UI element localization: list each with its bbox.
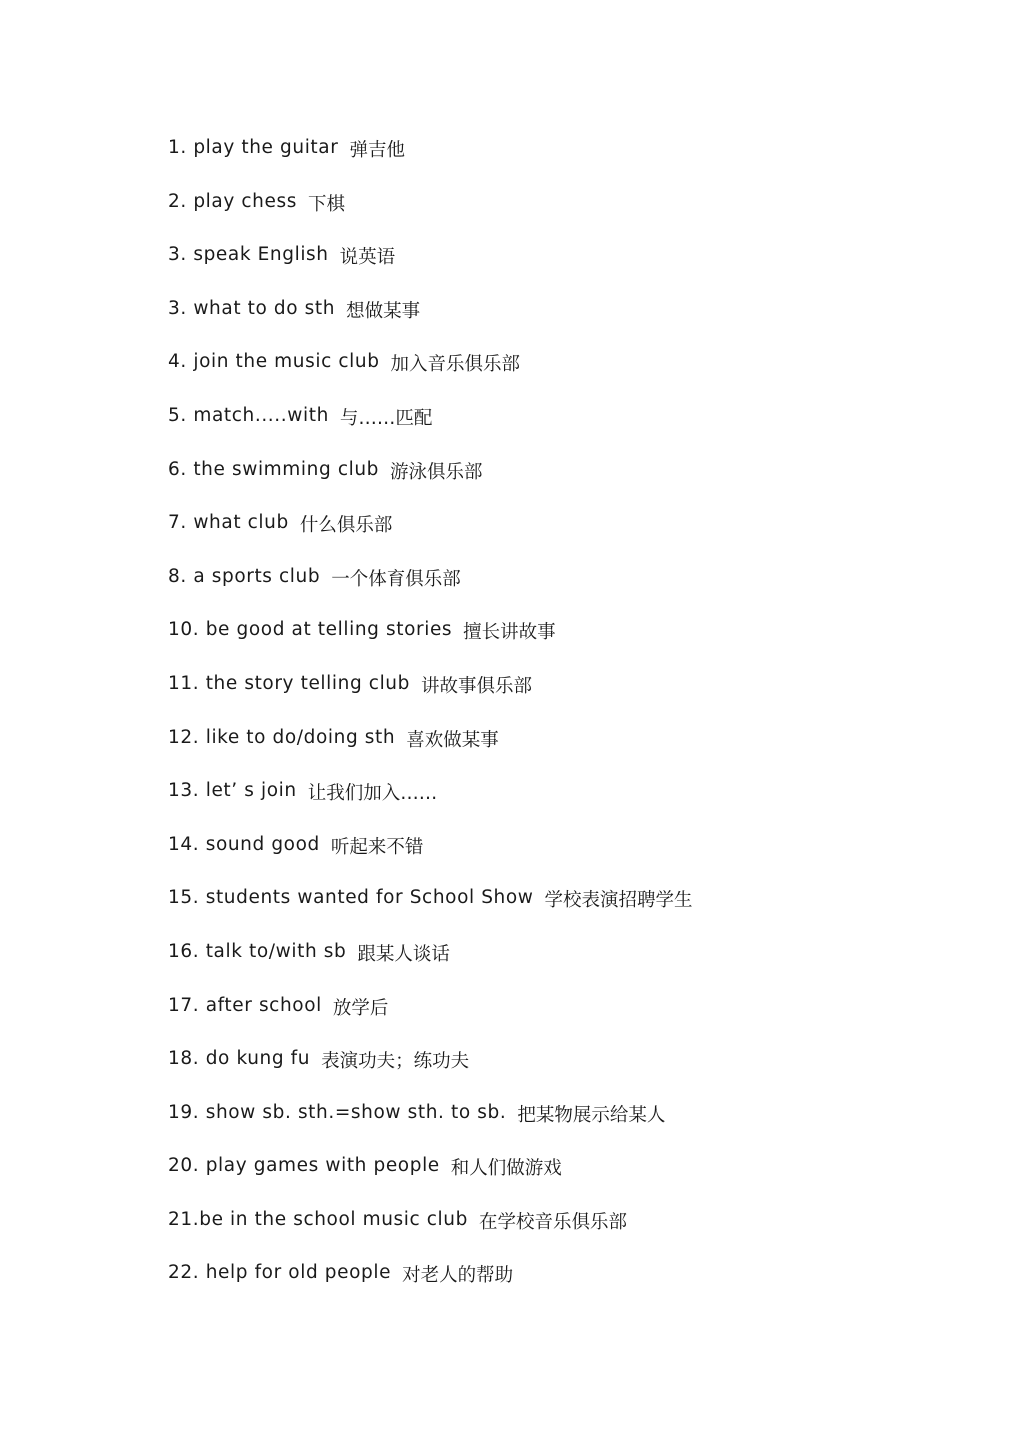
- phrase-english: 3. speak English: [168, 244, 329, 266]
- phrase-chinese: 喜欢做某事: [406, 729, 499, 751]
- phrase-item-1: [168, 134, 693, 188]
- phrase-chinese: 说英语: [339, 247, 396, 269]
- phrase-list: [168, 134, 693, 1313]
- phrase-english: 10. be good at telling stories: [168, 619, 453, 641]
- phrase-chinese: 加入音乐俱乐部: [390, 354, 521, 376]
- phrase-english: 22. help for old people: [168, 1262, 392, 1284]
- phrase-english: 6. the swimming club: [168, 458, 379, 480]
- phrase-english: 11. the story telling club: [168, 672, 410, 694]
- phrase-chinese: 表演功夫；练功夫: [321, 1051, 470, 1073]
- phrase-chinese: 把某物展示给某人: [517, 1104, 666, 1126]
- phrase-item-14: [168, 831, 693, 885]
- phrase-english: 13. let’ s join: [168, 780, 297, 802]
- phrase-english: 7. what club: [168, 512, 289, 534]
- phrase-english: 19. show sb. sth.=show sth. to sb.: [168, 1101, 507, 1123]
- phrase-item-11: [168, 670, 693, 724]
- phrase-english: 3. what to do sth: [168, 297, 336, 319]
- phrase-item-7: [168, 456, 693, 510]
- phrase-item-20: [168, 1152, 693, 1206]
- phrase-chinese: 下棋: [307, 193, 345, 215]
- phrase-english: 21.be in the school music club: [168, 1208, 468, 1230]
- phrase-item-22: [168, 1259, 693, 1313]
- phrase-chinese: 听起来不错: [330, 836, 424, 858]
- phrase-english: 2. play chess: [168, 190, 297, 212]
- phrase-chinese: 跟某人谈话: [357, 943, 450, 965]
- phrase-english: 8. a sports club: [168, 565, 321, 587]
- phrase-item-21: [168, 1206, 693, 1260]
- phrase-item-9: [168, 563, 693, 617]
- phrase-chinese: 学校表演招聘学生: [544, 890, 693, 912]
- phrase-item-17: [168, 992, 693, 1046]
- phrase-item-18: [168, 1045, 693, 1099]
- phrase-english: 15. students wanted for School Show: [168, 887, 534, 909]
- phrase-english: 14. sound good: [168, 833, 320, 855]
- phrase-chinese: 对老人的帮助: [402, 1265, 514, 1287]
- phrase-chinese: 游泳俱乐部: [390, 461, 483, 483]
- phrase-chinese: 在学校音乐俱乐部: [478, 1211, 627, 1233]
- phrase-chinese: 让我们加入……: [307, 783, 438, 805]
- phrase-item-13: [168, 777, 693, 831]
- phrase-item-5: [168, 348, 693, 402]
- phrase-chinese: 放学后: [332, 997, 389, 1019]
- phrase-item-3: [168, 241, 693, 295]
- phrase-english: 12. like to do/doing sth: [168, 726, 396, 748]
- phrase-item-16: [168, 938, 693, 992]
- phrase-chinese: 讲故事俱乐部: [420, 675, 532, 697]
- phrase-item-15: [168, 884, 693, 938]
- phrase-chinese: 想做某事: [346, 300, 421, 322]
- phrase-chinese: 什么俱乐部: [299, 515, 393, 537]
- phrase-english: 5. match.....with: [168, 404, 329, 426]
- phrase-english: 1. play the guitar: [168, 137, 339, 158]
- phrase-english: 17. after school: [168, 994, 322, 1016]
- phrase-chinese: 和人们做游戏: [450, 1158, 562, 1180]
- phrase-item-4: [168, 295, 693, 349]
- phrase-item-2: [168, 188, 693, 242]
- phrase-item-12: [168, 724, 693, 778]
- phrase-item-8: [168, 509, 693, 563]
- phrase-english: 4. join the music club: [168, 351, 380, 373]
- phrase-chinese: 一个体育俱乐部: [331, 568, 461, 590]
- phrase-item-6: [168, 402, 693, 456]
- phrase-chinese: 擅长讲故事: [463, 622, 556, 644]
- phrase-english: 18. do kung fu: [168, 1048, 311, 1070]
- phrase-item-10: [168, 616, 693, 670]
- phrase-english: 16. talk to/with sb: [168, 940, 347, 962]
- phrase-item-19: [168, 1099, 693, 1153]
- phrase-english: 20. play games with people: [168, 1155, 440, 1177]
- phrase-chinese: 弹吉他: [349, 140, 405, 161]
- phrase-chinese: 与……匹配: [339, 407, 433, 429]
